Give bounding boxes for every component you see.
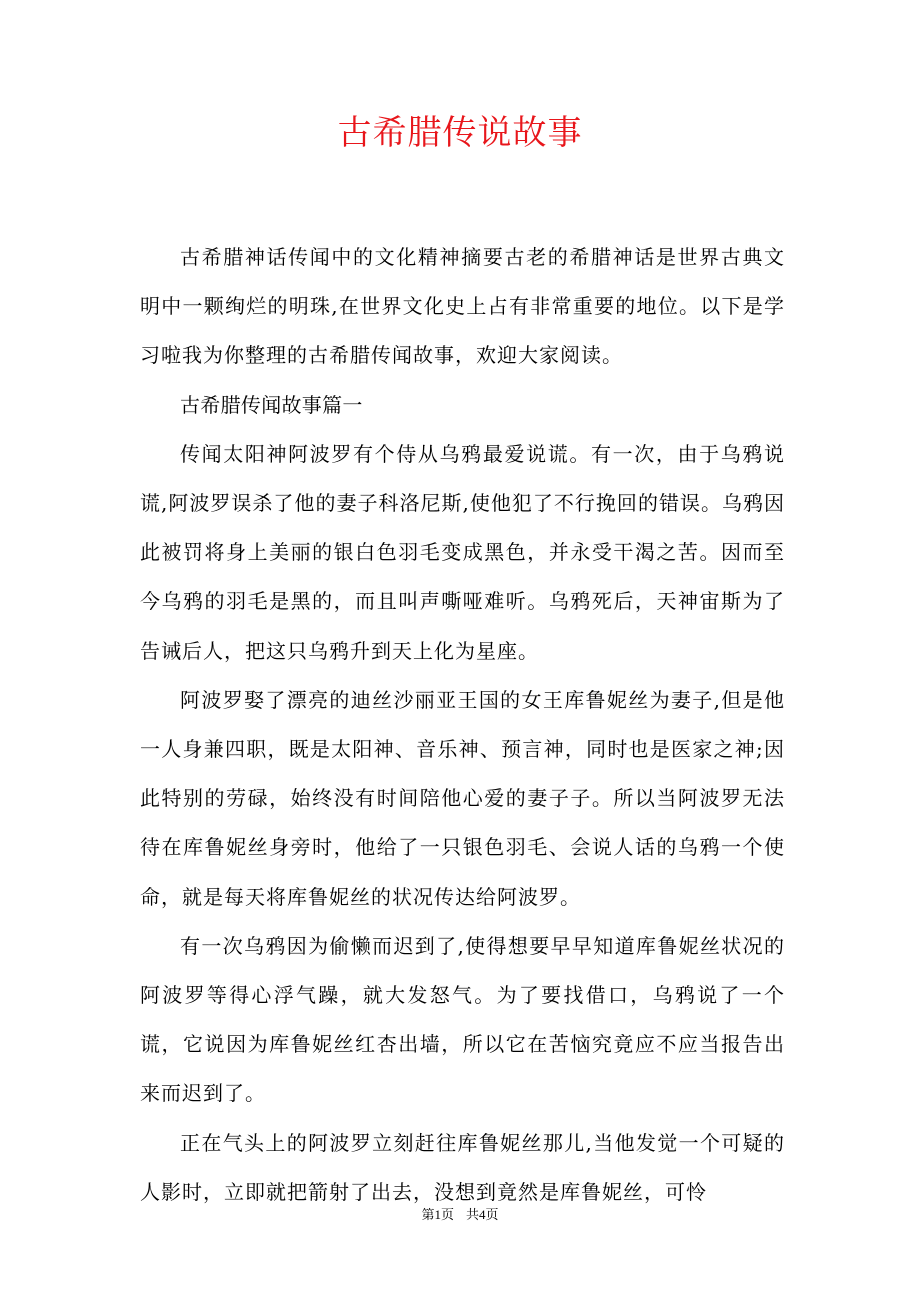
story-paragraph: 阿波罗娶了漂亮的迪丝沙丽亚王国的女王库鲁妮丝为妻子,但是他一人身兼四职，既是太阳神、音乐神、预言神，同时也是医家之神;因此特别的劳碌，始终没有时间陪他心爱的妻子子。所以当阿波罗无法待在库鲁妮丝身旁时，他给了一只银色羽毛、会说人话的乌鸦一个使命，就是每天将库鲁妮丝的状况传达给阿波罗。 — [140, 687, 785, 909]
section-heading: 古希腊传闻故事篇一 — [180, 392, 363, 417]
story-paragraph: 有一次乌鸦因为偷懒而迟到了,使得想要早早知道库鲁妮丝状况的阿波罗等得心浮气躁，就大发怒气。为了要找借口，乌鸦说了一个谎，它说因为库鲁妮丝红杏出墙，所以它在苦恼究竟应不应当报告出来而迟到了。 — [140, 933, 785, 1106]
story-paragraph: 传闻太阳神阿波罗有个侍从乌鸦最爱说谎。有一次，由于乌鸦说谎,阿波罗误杀了他的妻子科洛尼斯,使他犯了不行挽回的错误。乌鸦因此被罚将身上美丽的银白色羽毛变成黑色，并永受干渴之苦。因而至今乌鸦的羽毛是黑的，而且叫声嘶哑难听。乌鸦死后，天神宙斯为了告诫后人，把这只乌鸦升到天上化为星座。 — [140, 441, 785, 663]
document-body — [140, 233, 785, 1217]
page-total: 共4页 — [466, 1207, 499, 1222]
page-title: 古希腊传说故事 — [337, 113, 583, 153]
story-paragraph: 正在气头上的阿波罗立刻赶往库鲁妮丝那儿,当他发觉一个可疑的人影时，立即就把箭射了出去，没想到竟然是库鲁妮丝，可怜 — [140, 1130, 785, 1204]
intro-paragraph: 古希腊神话传闻中的文化精神摘要古老的希腊神话是世界古典文明中一颗绚烂的明珠,在世界文化史上占有非常重要的地位。以下是学习啦我为你整理的古希腊传闻故事，欢迎大家阅读。 — [140, 245, 785, 368]
page-footer — [0, 1205, 920, 1225]
page-number: 第1页 — [421, 1207, 454, 1222]
